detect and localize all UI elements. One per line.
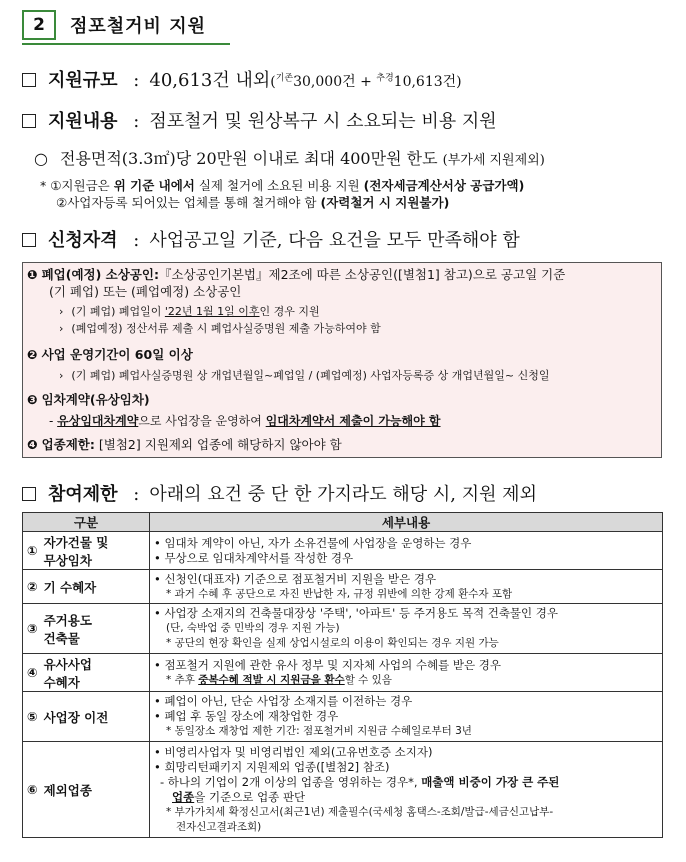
- scale-main: 40,613건 내외: [149, 70, 271, 91]
- dash2-post: 을 기준으로 업종 판단: [194, 789, 306, 804]
- eligibility-panel: [22, 262, 662, 458]
- sub-pre: * 추후: [166, 673, 199, 686]
- detail-line: • 신청인(대표자) 기준으로 점포철거비 지원을 받은 경우: [154, 571, 437, 586]
- elig-3-title: 임차계약(유상임차): [41, 392, 150, 407]
- elig-item-1: [27, 265, 565, 283]
- row-number: ②: [27, 579, 38, 594]
- row-category: [23, 570, 150, 604]
- row-number: ⑤: [27, 709, 38, 724]
- row-detail: [150, 742, 663, 838]
- detail-sub: * 동일장소 재창업 제한 기간: 점포철거비 지원금 수혜일로부터 3년: [166, 725, 472, 737]
- paren-open: (: [270, 74, 276, 90]
- table-row: [23, 570, 663, 604]
- note1-mid: 실제 철거에 소요된 비용 지원: [194, 178, 364, 193]
- col-header-category: 구분: [23, 513, 150, 532]
- detail-line: • 비영리사업자 및 비영리법인 제외(고유번호증 소지자): [154, 744, 433, 759]
- elig-2-sub-1: [59, 367, 549, 383]
- elig-4-title: 업종제한:: [41, 437, 95, 452]
- colon: :: [133, 70, 140, 91]
- content-detail-main: 전용면적(3.3㎡)당 20만원 이내로 최대 400만원 한도: [59, 149, 438, 168]
- scale-heading: 지원규모: [48, 70, 118, 91]
- cat-line-2: 건축물: [43, 630, 80, 646]
- row-number: ⑥: [27, 782, 38, 797]
- number-3-icon: ❸: [27, 392, 38, 407]
- row-number: ③: [27, 621, 38, 636]
- elig-3-mid: 으로 사업장을 운영하여: [138, 414, 266, 428]
- elig-1-sub-2: [59, 320, 381, 336]
- note1-bold1: 위 기준 내에서: [113, 178, 195, 193]
- elig-item-4: [27, 435, 342, 453]
- table-row: [23, 654, 663, 692]
- arrow-right-icon: ›: [59, 322, 64, 335]
- sub2-text: (폐업예정) 정산서류 제출 시 폐업사실증명원 제출 가능하여야 함: [71, 322, 381, 335]
- detail-sub: 전자신고결과조회): [176, 820, 262, 833]
- cat-line-1: 기 수혜자: [43, 579, 97, 595]
- detail-line: • 점포철거 지원에 관한 유사 정부 및 지자체 사업의 수혜를 받은 경우: [154, 657, 501, 672]
- cat-line-1: 유사사업: [43, 656, 92, 672]
- content-detail-note: (부가세 지원제외): [442, 153, 545, 168]
- dash2-bold: 업종: [172, 789, 195, 804]
- eligibility-text: 사업공고일 기준, 다음 요건을 모두 만족해야 함: [149, 230, 520, 251]
- cat-line-1: 사업장 이전: [43, 709, 109, 725]
- add-value: 10,613건: [393, 74, 457, 90]
- detail-line: • 폐업이 아닌, 단순 사업장 소재지를 이전하는 경우: [154, 694, 413, 708]
- content-text: 점포철거 및 원상복구 시 소요되는 비용 지원: [149, 111, 497, 132]
- detail-dash-line-2: [154, 790, 658, 805]
- section-number: 2: [22, 10, 56, 40]
- elig-3-underline-1: 유상임대차계약: [57, 414, 139, 428]
- content-note-2: [56, 193, 449, 211]
- elig-1-text: 『소상공인기본법』제2조에 따른 소상공인([별첨1] 참고)으로 공고일 기준: [158, 267, 566, 282]
- sub-bold: 중복수혜 적발 시 지원금을 환수: [198, 673, 345, 686]
- section-title: 점포철거비 지원: [70, 16, 206, 37]
- table-row: [23, 742, 663, 838]
- elig-2-title: 사업 운영기간이 60일 이상: [41, 347, 193, 362]
- sub1-underline: '22년 1월 1일 이후: [164, 305, 260, 318]
- table-header: [23, 513, 663, 532]
- table-row: [23, 692, 663, 742]
- sub-post: 할 수 있음: [344, 673, 392, 686]
- row-category: [23, 654, 150, 692]
- detail-sub: (단, 숙박업 중 민박의 경우 지원 가능): [166, 622, 340, 634]
- note2-bold: (자력철거 시 지원불가): [320, 195, 450, 210]
- cat-line-2: 수혜자: [43, 674, 80, 690]
- row-category: [23, 604, 150, 654]
- detail-dash-line: [154, 775, 658, 790]
- sub1-pre: (기 폐업) 폐업일이: [71, 305, 165, 318]
- paren-close: ): [456, 74, 462, 90]
- detail-line: • 희망리턴패키지 지원제외 업종([별첨2] 참조): [154, 759, 390, 774]
- dash-bold: 매출액 비중이 가장 큰 주된: [421, 774, 560, 789]
- elig-item-2: [27, 345, 193, 363]
- detail-line: • 사업장 소재지의 건축물대장상 '주택', '아파트' 등 주거용도 목적 건축물인 경우: [154, 606, 559, 620]
- add-label: 추경: [376, 73, 394, 84]
- restriction-text: 아래의 요건 중 단 한 가지라도 해당 시, 지원 제외: [149, 484, 537, 505]
- number-2-icon: ❷: [27, 347, 38, 362]
- row-detail: [150, 692, 663, 742]
- cat-line-1: 제외업종: [43, 782, 92, 798]
- colon: :: [133, 484, 140, 505]
- elig-3-underline-2: 임대차계약서 제출이 가능해야 함: [265, 414, 441, 428]
- elig-2-sub-text: (기 폐업) 폐업사실증명원 상 개업년월일~폐업일 / (폐업예정) 사업자등록증 상 개업년월일~ 신청일: [71, 369, 550, 382]
- note1-bold2: (전자세금계산서상 공급가액): [363, 178, 525, 193]
- dash-pre: - 하나의 기업이 2개 이상의 업종을 영위하는 경우*,: [160, 774, 422, 789]
- content-detail: [34, 146, 545, 169]
- row-detail: [150, 604, 663, 654]
- row-category: [23, 532, 150, 570]
- row-detail: [150, 654, 663, 692]
- eligibility-line: [22, 226, 520, 252]
- elig-3-sub-1: [49, 412, 441, 429]
- note1-pre: * ①지원금은: [40, 178, 114, 193]
- sub1-post: 인 경우 지원: [259, 305, 320, 318]
- detail-line: • 임대차 계약이 아닌, 자가 소유건물에 사업장을 운영하는 경우: [154, 535, 472, 550]
- content-note-1: [40, 176, 524, 194]
- col-header-detail: 세부내용: [150, 513, 663, 532]
- elig-4-text: [별첨2] 지원제외 업종에 해당하지 않아야 함: [98, 437, 342, 452]
- number-1-icon: ❶: [27, 267, 38, 282]
- content-heading: 지원내용: [48, 111, 118, 132]
- elig-1-text-2: (기 폐업) 또는 (폐업예정) 소상공인: [49, 284, 242, 299]
- row-category: [23, 692, 150, 742]
- scale-line: [22, 66, 462, 92]
- eligibility-heading: 신청자격: [48, 230, 118, 251]
- elig-1-sub-1: [59, 303, 320, 319]
- row-detail: [150, 570, 663, 604]
- arrow-right-icon: ›: [59, 305, 64, 318]
- table-row: [23, 532, 663, 570]
- content-line: [22, 107, 497, 133]
- cat-line-2: 무상임차: [43, 552, 92, 568]
- number-4-icon: ❹: [27, 437, 38, 452]
- cat-line-1: 주거용도: [43, 612, 92, 628]
- note2-pre: ②사업자등록 되어있는 업체를 통해 철거해야 함: [56, 195, 321, 210]
- circle-bullet-icon: ○: [34, 149, 48, 168]
- checkbox-square-icon: [22, 114, 36, 128]
- elig-1-title: 폐업(예정) 소상공인:: [41, 267, 159, 282]
- base-value: 30,000건 +: [293, 74, 377, 90]
- row-category: [23, 742, 150, 838]
- colon: :: [133, 230, 140, 251]
- elig-item-3: [27, 390, 150, 408]
- arrow-right-icon: ›: [59, 369, 64, 382]
- cat-line-1: 자가건물 및: [43, 534, 109, 550]
- section-underline: [22, 43, 230, 45]
- restriction-heading: 참여제한: [48, 484, 118, 505]
- detail-sub: * 부가가치세 확정신고서(최근1년) 제출필수(국세청 홈택스-조회/발급-세금신고납부-: [166, 805, 554, 818]
- checkbox-square-icon: [22, 73, 36, 87]
- dash: -: [49, 414, 58, 428]
- detail-sub: [154, 673, 658, 688]
- row-number: ④: [27, 665, 38, 680]
- detail-sub: * 과거 수혜 후 공단으로 자진 반납한 자, 규정 위반에 의한 강제 환수자 포함: [166, 587, 513, 600]
- table-row: [23, 604, 663, 654]
- checkbox-square-icon: [22, 487, 36, 501]
- detail-line: • 폐업 후 동일 장소에 재창업한 경우: [154, 709, 339, 723]
- colon: :: [133, 111, 140, 132]
- base-label: 기존: [275, 73, 294, 84]
- row-number: ①: [27, 543, 38, 558]
- detail-line: • 무상으로 임대차계약서를 작성한 경우: [154, 550, 354, 565]
- restriction-line: [22, 480, 537, 506]
- restriction-table: [22, 512, 663, 838]
- checkbox-square-icon: [22, 233, 36, 247]
- row-detail: [150, 532, 663, 570]
- detail-sub: * 공단의 현장 확인을 실제 상업시설로의 이용이 확인되는 경우 지원 가능: [166, 637, 499, 649]
